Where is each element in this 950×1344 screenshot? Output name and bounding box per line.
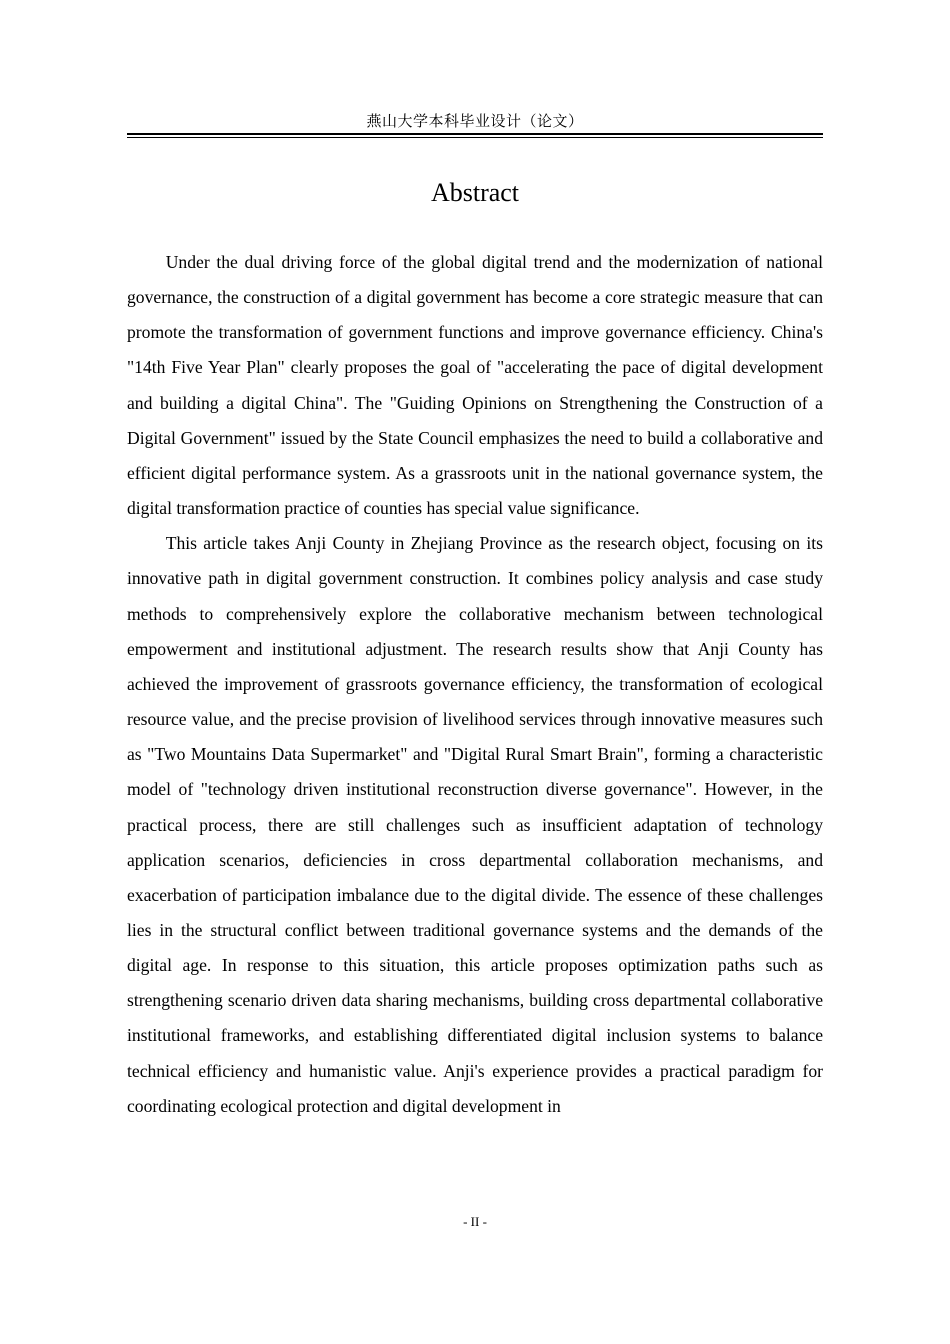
header-double-rule: [127, 133, 823, 138]
running-header: 燕山大学本科毕业设计（论文）: [366, 114, 584, 130]
abstract-body: [127, 245, 823, 1198]
page-number: - II -: [463, 1214, 487, 1229]
page-title: Abstract: [430, 178, 520, 207]
header-rule-thin: [127, 137, 823, 138]
abstract-paragraph-1: Under the dual driving force of the global digital trend and the modernization of national governance, the construction of a digital government has become a core strategic measure that can promote the transformation of government functions and improve governance efficiency. China's "14th Five Year Plan" clearly proposes the goal of "accelerating the pace of digital development and building a digital China". The "Guiding Opinions on Strengthening the Construction of a Digital Government" issued by the State Council emphasizes the need to build a collaborative and efficient digital performance system. As a grassroots unit in the national governance system, the digital transformation practice of counties has special value significance.: [127, 252, 823, 519]
header-rule-thick: [127, 133, 823, 135]
abstract-paragraph-2: This article takes Anji County in Zhejiang Province as the research object, focusing on its innovative path in digital government construction. It combines policy analysis and case study methods to comprehensively explore the collaborative mechanism between technological empowerment and institutional adjustment. The research results show that Anji County has achieved the improvement of grassroots governance efficiency, the transformation of ecological resource value, and the precise provision of livelihood services through innovative measures such as "Two Mountains Data Supermarket" and "Digital Rural Smart Brain", forming a characteristic model of "technology driven institutional reconstruction diverse governance". However, in the practical process, there are still challenges such as insufficient adaptation of technology application scenarios, deficiencies in cross departmental collaboration mechanisms, and exacerbation of participation imbalance due to the digital divide. The essence of these challenges lies in the structural conflict between traditional governance systems and the demands of the digital age. In response to this situation, this article proposes optimization paths such as strengthening scenario driven data sharing mechanisms, building cross departmental collaborative institutional frameworks, and establishing differentiated digital inclusion systems to balance technical efficiency and humanistic value. Anji's experience provides a practical paradigm for coordinating ecological protection and digital development in: [127, 533, 823, 1116]
